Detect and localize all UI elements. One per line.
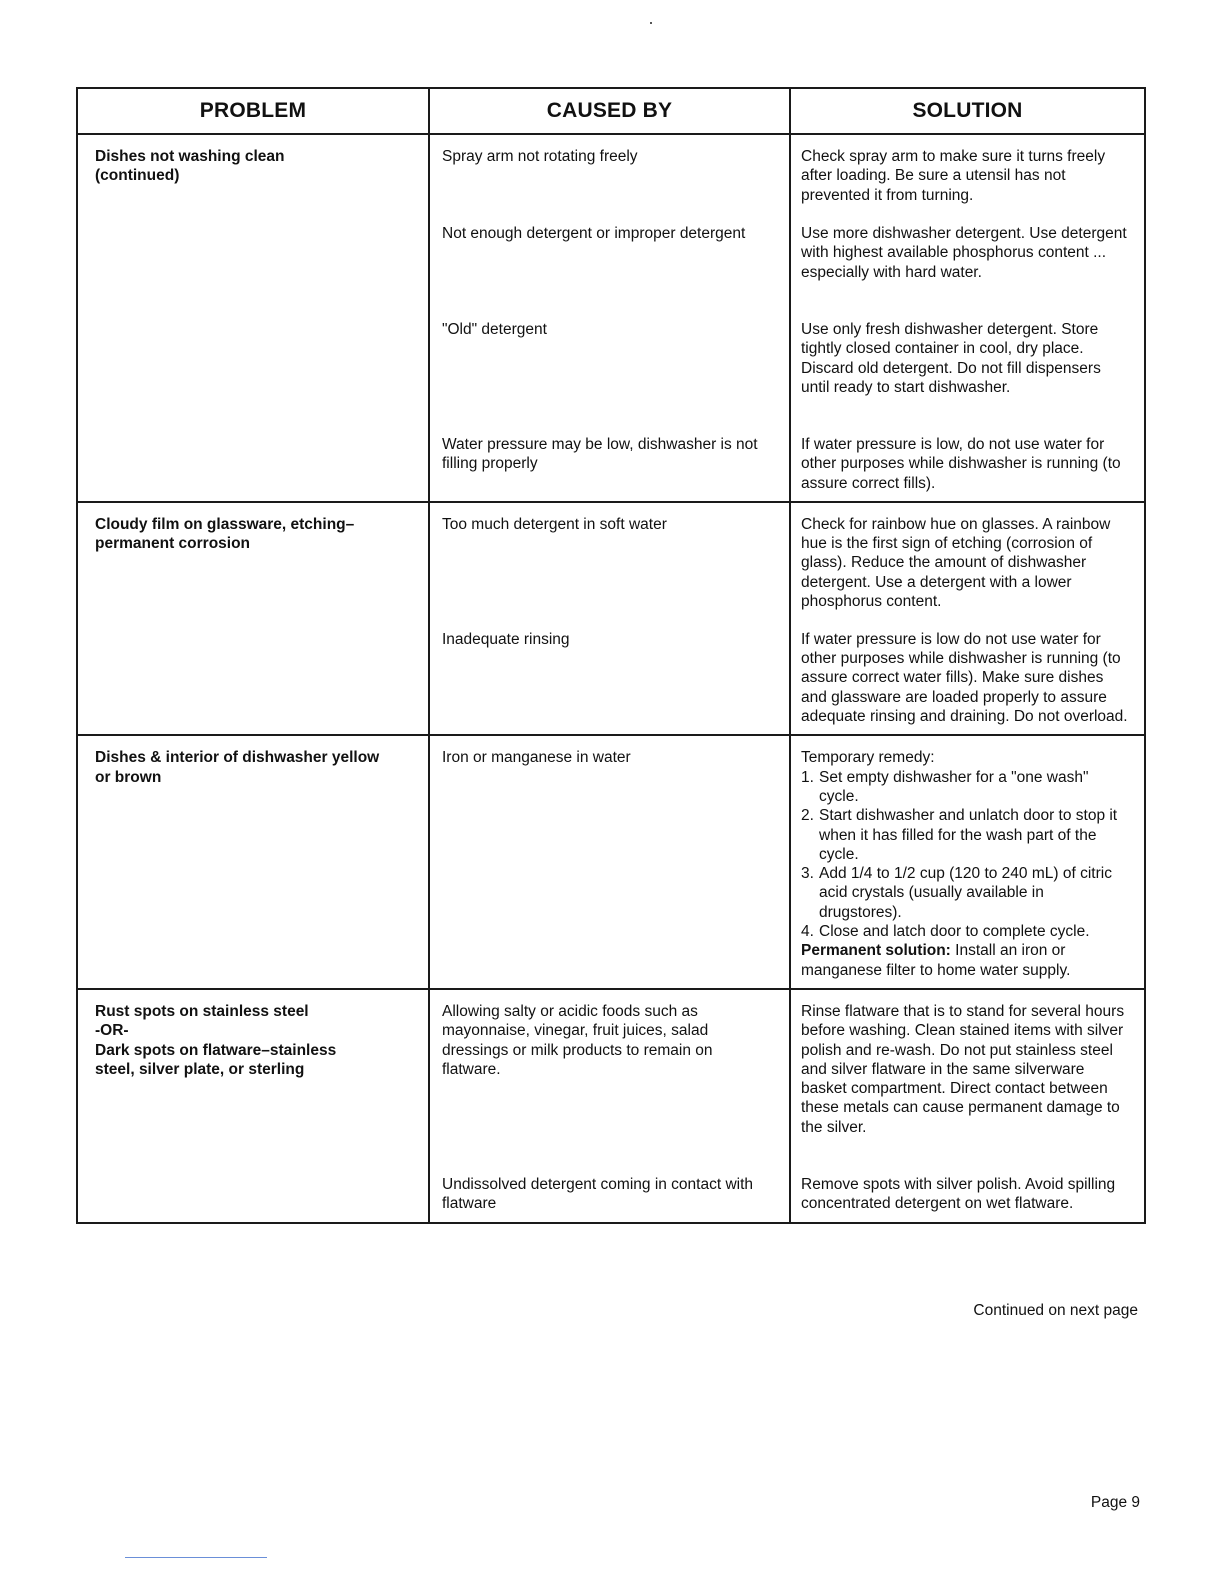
solution-cell	[790, 735, 1145, 989]
list-item: 1. Set empty dishwasher for a "one wash" cycle.	[801, 768, 1089, 805]
scan-speck	[650, 22, 652, 24]
header-solution: SOLUTION	[790, 88, 1145, 134]
continued-note: Continued on next page	[973, 1302, 1138, 1319]
cause-cell	[429, 134, 790, 502]
table-row	[77, 735, 1145, 989]
problem-text: Dishes not washing clean (continued)	[95, 148, 285, 185]
problem-cell	[77, 989, 429, 1223]
solution-text: Check spray arm to make sure it turns freely after loading. Be sure a utensil has not prevented it from turning.	[801, 148, 1106, 204]
problem-text: Rust spots on stainless steel -OR- Dark spots on flatware–stainless steel, silver plate, or sterling	[95, 1002, 337, 1078]
problem-cell	[77, 134, 429, 502]
solution-cell	[790, 989, 1145, 1223]
solution-text: Use more dishwasher detergent. Use detergent with highest available phosphorus content ... especially with hard water.	[801, 225, 1127, 281]
permanent-solution	[801, 941, 1128, 980]
cause-text: Water pressure may be low, dishwasher is not filling properly	[442, 436, 758, 473]
solution-text: Rinse flatware that is to stand for several hours before washing. Clean stained items with silver polish and re-wash. Do not put stainless steel and silver flatware in the same silverware basket compartment. Direct contact between these metals can cause permanent damage to the silver.	[801, 1002, 1125, 1136]
solution-text: If water pressure is low do not use water for other purposes while dishwasher is running (to assure correct water fills). Make sure dishes and glassware are loaded properly to assure adequate rinsing and draining. Do not overload.	[801, 630, 1128, 726]
cause-text: Too much detergent in soft water	[442, 515, 667, 533]
cause-cell	[429, 735, 790, 989]
solution-cell	[790, 502, 1145, 735]
troubleshooting-table	[76, 87, 1146, 1224]
table-row	[77, 134, 1145, 502]
permanent-solution-text: Install an iron or manganese filter to home water supply.	[801, 942, 1071, 979]
solution-text: Remove spots with silver polish. Avoid spilling concentrated detergent on wet flatware.	[801, 1175, 1116, 1213]
header-caused-by: CAUSED BY	[429, 88, 790, 134]
solution-text: Use only fresh dishwasher detergent. Store tightly closed container in cool, dry place. Discard old detergent. Do not fill dispensers until ready to start dishwasher.	[801, 321, 1101, 396]
problem-cell	[77, 502, 429, 735]
problem-cell	[77, 735, 429, 989]
table-row	[77, 989, 1145, 1223]
underline-mark	[125, 1557, 267, 1558]
remedy-steps	[801, 768, 1128, 942]
solution-text: Check for rainbow hue on glasses. A rainbow hue is the first sign of etching (corrosion of glass). Reduce the amount of dishwasher detergent. Use a detergent with a lower phosphorus content.	[801, 515, 1111, 611]
solution-cell	[790, 134, 1145, 502]
list-item: 2. Start dishwasher and unlatch door to stop it when it has filled for the wash part of the cycle.	[801, 807, 1118, 863]
cause-text: Spray arm not rotating freely	[442, 148, 638, 165]
table-header-row	[77, 88, 1145, 134]
header-problem: PROBLEM	[77, 88, 429, 134]
cause-text: Inadequate rinsing	[442, 630, 570, 648]
list-item: 3. Add 1/4 to 1/2 cup (120 to 240 mL) of citric acid crystals (usually available in drugstores).	[801, 865, 1112, 921]
cause-text: Undissolved detergent coming in contact with flatware	[442, 1175, 754, 1213]
cause-text: Allowing salty or acidic foods such as mayonnaise, vinegar, fruit juices, salad dressings or milk products to remain on flatware.	[442, 1002, 713, 1078]
cause-cell	[429, 989, 790, 1223]
cause-text: Iron or manganese in water	[442, 749, 631, 767]
list-item: 4. Close and latch door to complete cycle.	[801, 923, 1090, 941]
permanent-solution-label: Permanent solution:	[801, 942, 951, 960]
solution-text: If water pressure is low, do not use water for other purposes while dishwasher is running (to assure correct fills).	[801, 436, 1121, 492]
cause-text: "Old" detergent	[442, 321, 547, 338]
solution-intro: Temporary remedy:	[801, 749, 935, 767]
page-number: Page 9	[1090, 1494, 1140, 1511]
problem-text: Dishes & interior of dishwasher yellow or brown	[95, 749, 380, 786]
table-row	[77, 502, 1145, 735]
cause-cell	[429, 502, 790, 735]
cause-text: Not enough detergent or improper detergent	[442, 225, 746, 242]
problem-text: Cloudy film on glassware, etching– permanent corrosion	[95, 515, 355, 553]
